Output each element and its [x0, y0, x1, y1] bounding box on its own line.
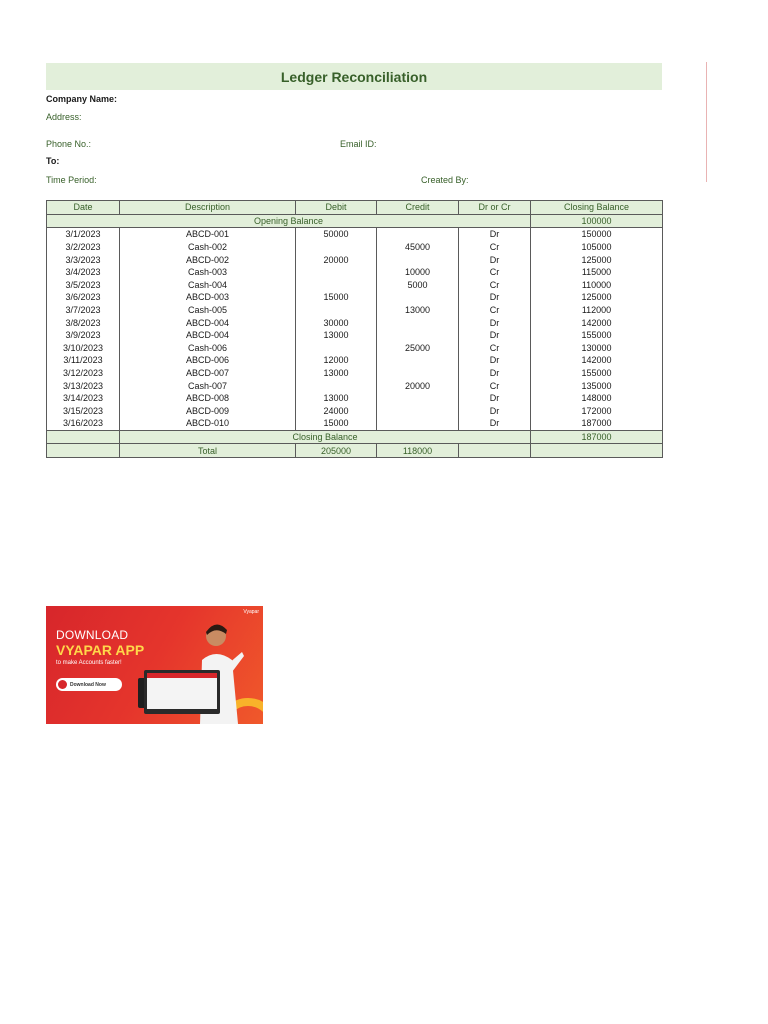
opening-balance-value: 100000 [531, 214, 663, 228]
cell-dr-cr: Cr [459, 342, 531, 355]
cell-description: Cash-004 [120, 279, 296, 292]
cell-dr-cr: Dr [459, 367, 531, 380]
vyapar-brand: Vyapar [243, 609, 259, 615]
cell-closing-balance: 172000 [531, 405, 663, 418]
page-edge-line [706, 62, 707, 182]
download-now-label: Download Now [70, 681, 106, 688]
cell-credit [377, 392, 459, 405]
total-row [47, 444, 663, 458]
cell-description: ABCD-009 [120, 405, 296, 418]
download-icon [58, 680, 67, 689]
cell-credit [377, 316, 459, 329]
cell-date: 3/14/2023 [47, 392, 120, 405]
cell-dr-cr: Dr [459, 405, 531, 418]
cell-closing-balance: 148000 [531, 392, 663, 405]
cell-credit: 5000 [377, 279, 459, 292]
closing-balance-row [47, 430, 663, 444]
cell-credit: 20000 [377, 379, 459, 392]
cell-dr-cr: Cr [459, 241, 531, 254]
laptop-screen [147, 673, 217, 709]
cell-dr-cr: Cr [459, 266, 531, 279]
header-dr-cr: Dr or Cr [459, 201, 531, 215]
table-row [47, 228, 663, 241]
cell-description: ABCD-004 [120, 329, 296, 342]
table-row [47, 266, 663, 279]
cell-date: 3/8/2023 [47, 316, 120, 329]
cell-description: ABCD-001 [120, 228, 296, 241]
cell-closing-balance: 135000 [531, 379, 663, 392]
company-name-label: Company Name: [46, 94, 118, 104]
cell-closing-balance: 105000 [531, 241, 663, 254]
vyapar-app-banner[interactable] [46, 606, 263, 724]
cell-debit: 30000 [296, 316, 377, 329]
table-row [47, 241, 663, 254]
table-row [47, 253, 663, 266]
cell-closing-balance: 110000 [531, 279, 663, 292]
cell-credit: 10000 [377, 266, 459, 279]
cell-description: ABCD-006 [120, 354, 296, 367]
cell-credit [377, 291, 459, 304]
cell-debit: 50000 [296, 228, 377, 241]
cell-debit [296, 304, 377, 317]
cell-date: 3/9/2023 [47, 329, 120, 342]
table-row [47, 291, 663, 304]
cell-date: 3/12/2023 [47, 367, 120, 380]
cell-description: ABCD-003 [120, 291, 296, 304]
cell-closing-balance: 130000 [531, 342, 663, 355]
total-empty-cell [459, 444, 531, 458]
cell-credit [377, 329, 459, 342]
table-row [47, 417, 663, 430]
cell-credit [377, 405, 459, 418]
cell-description: Cash-006 [120, 342, 296, 355]
cell-closing-balance: 125000 [531, 291, 663, 304]
ledger-table [46, 200, 663, 458]
cell-dr-cr: Dr [459, 291, 531, 304]
cell-description: ABCD-010 [120, 417, 296, 430]
cell-description: Cash-005 [120, 304, 296, 317]
table-row [47, 367, 663, 380]
cell-credit: 25000 [377, 342, 459, 355]
table-row [47, 329, 663, 342]
cell-debit: 24000 [296, 405, 377, 418]
cell-debit: 15000 [296, 417, 377, 430]
cell-credit [377, 253, 459, 266]
cell-dr-cr: Cr [459, 379, 531, 392]
cell-description: Cash-007 [120, 379, 296, 392]
cell-date: 3/1/2023 [47, 228, 120, 241]
created-by-label: Created By: [421, 175, 469, 185]
header-credit: Credit [377, 201, 459, 215]
cell-date: 3/15/2023 [47, 405, 120, 418]
cell-date: 3/10/2023 [47, 342, 120, 355]
cell-dr-cr: Cr [459, 279, 531, 292]
cell-date: 3/13/2023 [47, 379, 120, 392]
cell-dr-cr: Dr [459, 329, 531, 342]
cell-date: 3/3/2023 [47, 253, 120, 266]
cell-closing-balance: 142000 [531, 354, 663, 367]
banner-app-name: VYAPAR APP [56, 642, 145, 658]
cell-closing-balance: 155000 [531, 329, 663, 342]
laptop-mockup [144, 670, 220, 714]
cell-closing-balance: 115000 [531, 266, 663, 279]
cell-credit: 13000 [377, 304, 459, 317]
cell-description: ABCD-004 [120, 316, 296, 329]
total-empty-cell [531, 444, 663, 458]
cell-debit [296, 279, 377, 292]
cell-closing-balance: 187000 [531, 417, 663, 430]
cell-dr-cr: Dr [459, 392, 531, 405]
table-row [47, 392, 663, 405]
cell-debit: 15000 [296, 291, 377, 304]
cell-dr-cr: Dr [459, 228, 531, 241]
cell-debit: 12000 [296, 354, 377, 367]
cell-date: 3/6/2023 [47, 291, 120, 304]
banner-download-text: DOWNLOAD [56, 628, 129, 642]
table-row [47, 304, 663, 317]
cell-date: 3/5/2023 [47, 279, 120, 292]
cell-closing-balance: 125000 [531, 253, 663, 266]
cell-dr-cr: Dr [459, 354, 531, 367]
cell-credit [377, 367, 459, 380]
total-credit: 118000 [377, 444, 459, 458]
cell-dr-cr: Dr [459, 316, 531, 329]
closing-empty-cell [47, 430, 120, 444]
cell-closing-balance: 142000 [531, 316, 663, 329]
cell-credit [377, 417, 459, 430]
table-row [47, 279, 663, 292]
closing-balance-value: 187000 [531, 430, 663, 444]
cell-closing-balance: 155000 [531, 367, 663, 380]
cell-debit: 20000 [296, 253, 377, 266]
cell-date: 3/16/2023 [47, 417, 120, 430]
email-label: Email ID: [340, 139, 377, 149]
total-label: Total [120, 444, 296, 458]
table-row [47, 342, 663, 355]
header-description: Description [120, 201, 296, 215]
cell-credit [377, 354, 459, 367]
cell-debit [296, 342, 377, 355]
phone-label: Phone No.: [46, 139, 92, 149]
cell-closing-balance: 150000 [531, 228, 663, 241]
table-row [47, 379, 663, 392]
to-label: To: [46, 156, 60, 166]
cell-debit [296, 379, 377, 392]
download-now-button[interactable] [56, 678, 122, 691]
cell-description: Cash-002 [120, 241, 296, 254]
cell-debit: 13000 [296, 392, 377, 405]
cell-dr-cr: Dr [459, 253, 531, 266]
cell-description: Cash-003 [120, 266, 296, 279]
banner-tagline: to make Accounts faster! [56, 660, 122, 666]
total-empty-cell [47, 444, 120, 458]
time-period-label: Time Period: [46, 175, 97, 185]
table-row [47, 354, 663, 367]
cell-debit: 13000 [296, 329, 377, 342]
header-closing-balance: Closing Balance [531, 201, 663, 215]
opening-balance-row [47, 214, 663, 228]
address-label: Address: [46, 112, 82, 122]
cell-dr-cr: Dr [459, 417, 531, 430]
cell-date: 3/7/2023 [47, 304, 120, 317]
header-debit: Debit [296, 201, 377, 215]
table-row [47, 405, 663, 418]
cell-credit [377, 228, 459, 241]
cell-debit [296, 241, 377, 254]
cell-debit [296, 266, 377, 279]
cell-description: ABCD-008 [120, 392, 296, 405]
cell-credit: 45000 [377, 241, 459, 254]
cell-debit: 13000 [296, 367, 377, 380]
page-title: Ledger Reconciliation [46, 63, 662, 90]
cell-dr-cr: Cr [459, 304, 531, 317]
table-row [47, 316, 663, 329]
opening-balance-label: Opening Balance [47, 214, 531, 228]
cell-date: 3/4/2023 [47, 266, 120, 279]
cell-date: 3/11/2023 [47, 354, 120, 367]
table-header-row [47, 201, 663, 215]
cell-date: 3/2/2023 [47, 241, 120, 254]
header-date: Date [47, 201, 120, 215]
cell-description: ABCD-002 [120, 253, 296, 266]
total-debit: 205000 [296, 444, 377, 458]
cell-description: ABCD-007 [120, 367, 296, 380]
closing-balance-label: Closing Balance [120, 430, 531, 444]
cell-closing-balance: 112000 [531, 304, 663, 317]
